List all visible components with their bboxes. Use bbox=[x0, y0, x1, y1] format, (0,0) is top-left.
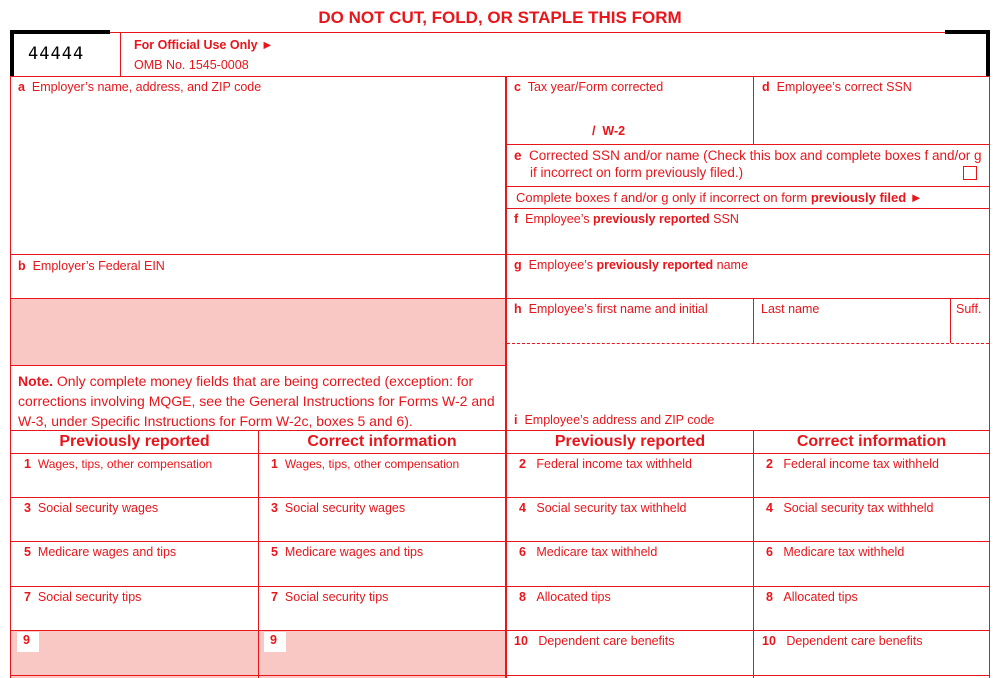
box-8-corr-label: Allocated tips bbox=[783, 590, 858, 604]
box-c-value: / W-2 bbox=[592, 124, 626, 138]
box-2-previous[interactable] bbox=[519, 456, 749, 496]
box-f[interactable] bbox=[514, 211, 984, 251]
note-text bbox=[18, 371, 502, 431]
box-7-prev-label: Social security tips bbox=[37, 590, 142, 604]
box-g-prefix: Employee’s bbox=[528, 258, 597, 272]
box-1-correct[interactable] bbox=[271, 456, 501, 496]
box-c-label: Tax year/Form corrected bbox=[527, 80, 664, 94]
dashed-line-h-i bbox=[507, 343, 989, 344]
box-6-corr-label: Medicare tax withheld bbox=[783, 545, 905, 559]
box-4-correct[interactable] bbox=[766, 500, 986, 540]
form-code: 44444 bbox=[28, 44, 85, 64]
complete-note-prefix: Complete boxes f and/or g only if incorrect on form bbox=[516, 190, 811, 205]
box-2-corr-label: Federal income tax withheld bbox=[783, 457, 940, 471]
box-3-correct[interactable] bbox=[271, 500, 501, 540]
header-right-correct: Correct information bbox=[796, 433, 947, 450]
box-3-previous[interactable] bbox=[24, 500, 254, 540]
box-i[interactable] bbox=[514, 346, 984, 426]
box-h-first-name[interactable] bbox=[514, 301, 750, 341]
box-d-letter: d bbox=[762, 80, 770, 94]
box-3-corr-num: 3 bbox=[271, 501, 278, 515]
box-e bbox=[514, 147, 984, 181]
box-c-letter: c bbox=[514, 80, 521, 94]
box-i-label: Employee’s address and ZIP code bbox=[524, 413, 715, 427]
line-a-b bbox=[10, 254, 505, 255]
box-2-prev-label: Federal income tax withheld bbox=[536, 457, 693, 471]
box-f-letter: f bbox=[514, 212, 519, 226]
line-f-g bbox=[507, 254, 989, 255]
line-c-d bbox=[753, 76, 754, 144]
box-10-prev-num: 10 bbox=[514, 634, 528, 648]
box-8-previous[interactable] bbox=[519, 589, 749, 629]
box-9-shade-left bbox=[11, 631, 258, 678]
box-d[interactable] bbox=[762, 79, 986, 139]
box-4-previous[interactable] bbox=[519, 500, 749, 540]
box-9-previous[interactable] bbox=[17, 632, 39, 652]
line-g-h bbox=[507, 298, 989, 299]
box-8-correct[interactable] bbox=[766, 589, 986, 629]
box-3-corr-label: Social security wages bbox=[284, 501, 406, 515]
box-5-corr-num: 5 bbox=[271, 545, 278, 559]
box-1-corr-num: 1 bbox=[271, 457, 278, 471]
box-1-corr-label: Wages, tips, other compensation bbox=[284, 457, 460, 471]
header-bottom-line bbox=[10, 76, 990, 77]
money-table-top-line bbox=[10, 430, 990, 431]
box-10-prev-label: Dependent care benefits bbox=[538, 634, 675, 648]
note-bold: Note. bbox=[18, 373, 53, 389]
box-e-label: Corrected SSN and/or name (Check this box and complete boxes f and/or g if incorrect on form previously filed.) bbox=[529, 148, 982, 180]
box-3-prev-label: Social security wages bbox=[37, 501, 159, 515]
box-9-correct[interactable] bbox=[264, 632, 286, 652]
bottom-line bbox=[10, 675, 990, 676]
box-10-correct[interactable] bbox=[762, 633, 986, 673]
box-d-label: Employee’s correct SSN bbox=[776, 80, 912, 94]
complete-boxes-note bbox=[516, 190, 986, 206]
box-9-shade-right bbox=[259, 631, 505, 678]
box-10-corr-label: Dependent care benefits bbox=[786, 634, 923, 648]
box-5-previous[interactable] bbox=[24, 544, 254, 584]
box-8-prev-label: Allocated tips bbox=[536, 590, 611, 604]
line-h-last-suff bbox=[950, 298, 951, 343]
box-2-prev-num: 2 bbox=[519, 457, 526, 471]
box-a[interactable] bbox=[18, 79, 498, 249]
box-9-prev-num: 9 bbox=[23, 633, 30, 647]
box-1-prev-label: Wages, tips, other compensation bbox=[37, 457, 213, 471]
box-7-corr-num: 7 bbox=[271, 590, 278, 604]
row-line-3 bbox=[10, 586, 990, 587]
box-5-prev-num: 5 bbox=[24, 545, 31, 559]
complete-note-bold: previously filed bbox=[810, 190, 907, 205]
box-1-previous[interactable] bbox=[24, 456, 254, 496]
box-a-letter: a bbox=[18, 80, 25, 94]
box-8-prev-num: 8 bbox=[519, 590, 526, 604]
top-red-line bbox=[110, 32, 945, 33]
col-divider-right bbox=[753, 430, 754, 678]
top-thick-right bbox=[945, 30, 990, 34]
box-f-bold: previously reported bbox=[592, 212, 710, 226]
center-divider bbox=[505, 76, 507, 678]
box-7-previous[interactable] bbox=[24, 589, 254, 629]
box-5-correct[interactable] bbox=[271, 544, 501, 584]
header-left-previous: Previously reported bbox=[59, 433, 210, 450]
box-6-prev-label: Medicare tax withheld bbox=[536, 545, 658, 559]
box-6-prev-num: 6 bbox=[519, 545, 526, 559]
box-10-corr-num: 10 bbox=[762, 634, 776, 648]
box-b-letter: b bbox=[18, 259, 26, 273]
top-left-bracket bbox=[10, 30, 14, 76]
header-left-correct: Correct information bbox=[307, 433, 457, 450]
line-shade-note bbox=[10, 365, 505, 366]
box-7-correct[interactable] bbox=[271, 589, 501, 629]
box-1-prev-num: 1 bbox=[24, 457, 31, 471]
box-a-label: Employer’s name, address, and ZIP code bbox=[31, 80, 262, 94]
form-banner: DO NOT CUT, FOLD, OR STAPLE THIS FORM bbox=[318, 8, 682, 27]
complete-note-suffix: ► bbox=[906, 190, 923, 205]
box-f-suffix: SSN bbox=[709, 212, 739, 226]
box-4-corr-num: 4 bbox=[766, 501, 773, 515]
box-h-letter: h bbox=[514, 302, 522, 316]
box-10-previous[interactable] bbox=[514, 633, 749, 673]
right-border bbox=[989, 76, 990, 678]
box-3-prev-num: 3 bbox=[24, 501, 31, 515]
box-b[interactable] bbox=[18, 258, 498, 296]
shaded-block bbox=[11, 299, 505, 365]
box-c[interactable] bbox=[514, 79, 750, 139]
box-4-corr-label: Social security tax withheld bbox=[783, 501, 934, 515]
box-4-prev-num: 4 bbox=[519, 501, 526, 515]
box-2-correct[interactable] bbox=[766, 456, 986, 496]
box-6-correct[interactable] bbox=[766, 544, 986, 584]
box-7-corr-label: Social security tips bbox=[284, 590, 389, 604]
top-right-bracket bbox=[986, 30, 990, 76]
box-h-suff-label: Suff. bbox=[956, 302, 982, 316]
line-note-f bbox=[507, 208, 989, 209]
box-6-previous[interactable] bbox=[519, 544, 749, 584]
box-i-letter: i bbox=[514, 413, 518, 427]
box-7-prev-num: 7 bbox=[24, 590, 31, 604]
box-5-corr-label: Medicare wages and tips bbox=[284, 545, 424, 559]
line-h-first-last bbox=[753, 298, 754, 343]
box-f-prefix: Employee’s bbox=[525, 212, 593, 226]
box-5-prev-label: Medicare wages and tips bbox=[37, 545, 177, 559]
box-g-letter: g bbox=[514, 258, 522, 272]
box-i-text bbox=[514, 412, 714, 428]
box-g-bold: previously reported bbox=[596, 258, 714, 272]
row-line-1 bbox=[10, 497, 990, 498]
corrected-ssn-checkbox[interactable] bbox=[963, 166, 977, 180]
box-2-corr-num: 2 bbox=[766, 457, 773, 471]
line-cd-e bbox=[507, 144, 989, 145]
box-h-last-label: Last name bbox=[761, 302, 820, 316]
left-border bbox=[10, 76, 11, 678]
box-4-prev-label: Social security tax withheld bbox=[536, 501, 687, 515]
official-use-label: For Official Use Only ► bbox=[134, 38, 274, 52]
box-b-label: Employer’s Federal EIN bbox=[32, 259, 165, 273]
top-thick-left bbox=[10, 30, 110, 34]
row-line-2 bbox=[10, 541, 990, 542]
header-bottom bbox=[10, 453, 990, 454]
line-e-note bbox=[507, 186, 989, 187]
box-8-corr-num: 8 bbox=[766, 590, 773, 604]
box-h-suffix[interactable] bbox=[956, 301, 988, 341]
omb-number: OMB No. 1545-0008 bbox=[134, 58, 249, 72]
header-right-previous: Previously reported bbox=[554, 433, 706, 450]
box-h-label: Employee’s first name and initial bbox=[528, 302, 708, 316]
box-e-letter: e bbox=[514, 148, 522, 163]
box-6-corr-num: 6 bbox=[766, 545, 773, 559]
box-g-suffix: name bbox=[713, 258, 748, 272]
box-9-corr-num: 9 bbox=[270, 633, 277, 647]
note-body: Only complete money fields that are being corrected (exception: for corrections involving MQGE, see the General Instructions for Forms W-2 and W-3, under Specific Instructions for Form W-2c, boxes 5 and 6). bbox=[18, 373, 495, 429]
box-h-last-name[interactable] bbox=[761, 301, 946, 341]
code-divider bbox=[120, 33, 121, 76]
box-g[interactable] bbox=[514, 257, 984, 295]
